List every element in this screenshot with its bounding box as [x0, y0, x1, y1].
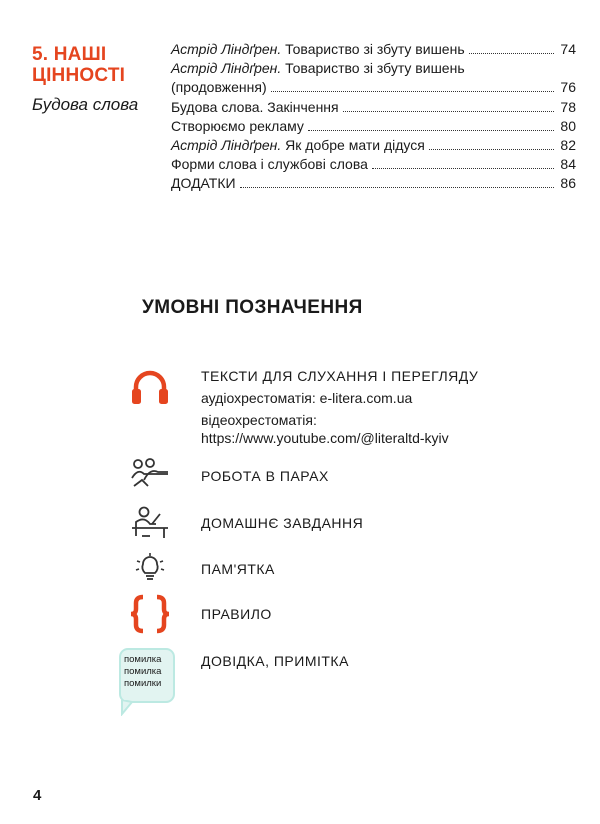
note-card-line: помилки: [124, 678, 162, 689]
note-card-line: помилка: [124, 654, 162, 665]
toc-leader: [372, 156, 554, 169]
pair-work-icon: [115, 458, 185, 490]
toc-page: 78: [560, 98, 576, 115]
toc-entry[interactable]: [171, 117, 576, 136]
toc-title: Товариство зі збуту вишень: [285, 41, 465, 57]
toc-entry[interactable]: [171, 174, 576, 193]
toc-page: 86: [560, 175, 576, 192]
toc-title: Форми слова і службові слова: [171, 156, 368, 173]
toc-title: Як добре мати дідуся: [285, 136, 425, 153]
toc-leader: [429, 137, 554, 150]
toc-entry[interactable]: [171, 59, 576, 97]
curly-braces-icon: [115, 594, 185, 634]
toc-leader: [469, 41, 554, 54]
legend-label: ПРАВИЛО: [201, 606, 272, 622]
legend-label: ДОВІДКА, ПРИМІТКА: [201, 653, 349, 669]
note-card-icon: [119, 648, 175, 703]
table-of-contents: [171, 40, 576, 194]
toc-entry[interactable]: [171, 40, 576, 59]
section-title-line2: ЦІННОСТІ: [32, 65, 126, 86]
toc-leader: [343, 99, 554, 112]
toc-page: 80: [560, 117, 576, 134]
legend-label: ПАМ'ЯТКА: [201, 561, 275, 577]
toc-title: Створюємо рекламу: [171, 117, 304, 134]
legend-label: ДОМАШНЄ ЗАВДАННЯ: [201, 515, 364, 531]
section-title: [32, 44, 142, 86]
toc-author: Астрід Ліндґрен.: [171, 41, 282, 57]
toc-entry[interactable]: [171, 155, 576, 174]
toc-page: 84: [560, 156, 576, 173]
section-title-line1: 5. НАШІ: [32, 44, 107, 65]
video-link[interactable]: https://www.youtube.com/@literaltd-kyiv: [201, 430, 449, 446]
page-number: 4: [33, 787, 42, 804]
legend-label: РОБОТА В ПАРАХ: [201, 468, 329, 484]
video-label: відеохрестоматія:: [201, 412, 317, 428]
toc-title-cont: (продовження): [171, 79, 267, 96]
toc-author: Астрід Ліндґрен.: [171, 136, 282, 153]
lightbulb-icon: [115, 553, 185, 585]
toc-entry[interactable]: [171, 98, 576, 117]
audio-link[interactable]: аудіохрестоматія: e-litera.com.ua: [201, 390, 413, 406]
toc-entry[interactable]: [171, 136, 576, 155]
toc-leader: [308, 118, 554, 131]
toc-page: 76: [560, 79, 576, 96]
homework-icon: [115, 506, 185, 540]
toc-title: Товариство зі збуту вишень: [285, 60, 465, 77]
note-card-line: помилка: [124, 666, 162, 677]
toc-leader: [271, 79, 554, 92]
toc-page: 74: [560, 41, 576, 57]
toc-title: ДОДАТКИ: [171, 175, 236, 192]
legend-heading: УМОВНІ ПОЗНАЧЕННЯ: [142, 297, 363, 318]
note-card-tail: [120, 700, 140, 716]
headphones-icon: [115, 368, 185, 406]
toc-page: 82: [560, 136, 576, 153]
toc-title: Будова слова. Закінчення: [171, 98, 339, 115]
legend-label: ТЕКСТИ ДЛЯ СЛУХАННЯ І ПЕРЕГЛЯДУ: [201, 368, 479, 384]
toc-author: Астрід Ліндґрен.: [171, 60, 282, 77]
section-subtitle: Будова слова: [32, 95, 139, 114]
toc-leader: [240, 175, 554, 188]
